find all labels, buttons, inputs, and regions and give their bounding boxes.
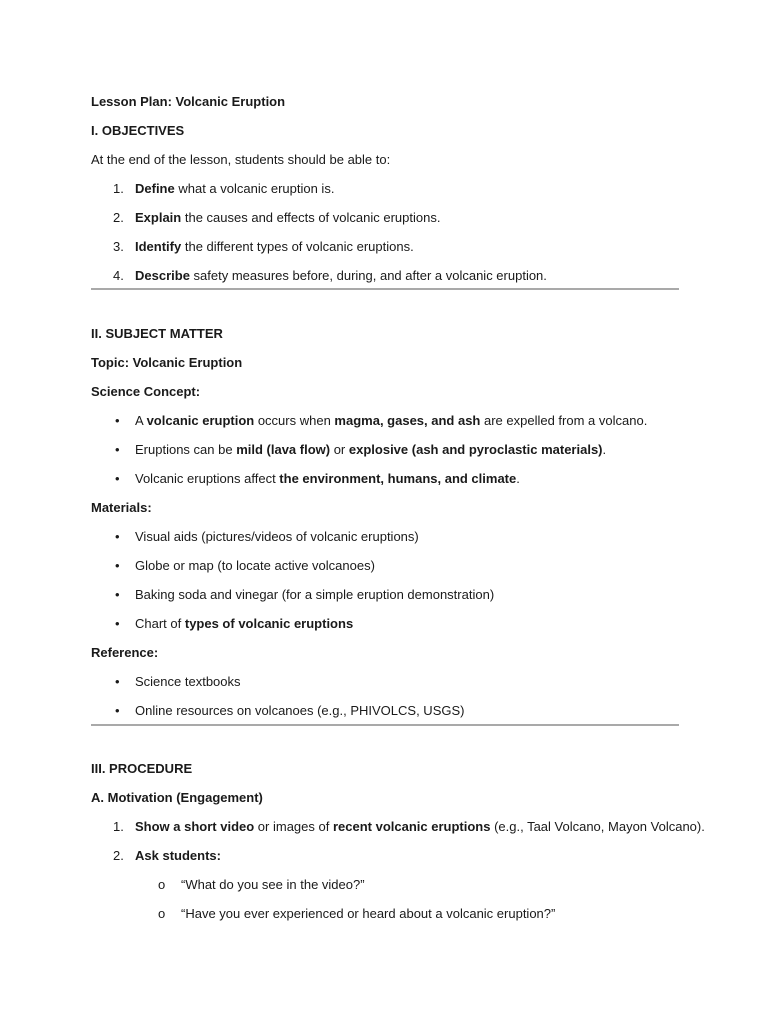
question-item: o “Have you ever experienced or heard about a volcanic eruption?”: [158, 906, 556, 921]
subject-matter-heading: II. SUBJECT MATTER: [91, 326, 223, 341]
bullet-icon: •: [115, 587, 120, 602]
sub-bullet-icon: o: [158, 906, 166, 921]
reference-label: Reference:: [91, 645, 159, 660]
material-bullet: • Chart of types of volcanic eruptions: [115, 616, 354, 631]
bullet-icon: •: [115, 471, 120, 486]
material-bullet: • Baking soda and vinegar (for a simple eruption demonstration): [115, 587, 495, 602]
motivation-label: A. Motivation (Engagement): [91, 790, 263, 805]
objective-item: 4. Describe safety measures before, during, and after a volcanic eruption.: [113, 268, 547, 283]
list-number: 4.: [113, 268, 124, 283]
document-title: Lesson Plan: Volcanic Eruption: [91, 94, 286, 109]
bullet-icon: •: [115, 616, 120, 631]
objective-item: 1. Define what a volcanic eruption is.: [113, 181, 335, 196]
reference-bullet: • Online resources on volcanoes (e.g., PHIVOLCS, USGS): [115, 703, 465, 718]
list-number: 3.: [113, 239, 124, 254]
bullet-icon: •: [115, 529, 120, 544]
question-item: o “What do you see in the video?”: [158, 877, 365, 892]
objective-item: 2. Explain the causes and effects of volcanic eruptions.: [113, 210, 441, 225]
procedure-step: 2. Ask students:: [113, 848, 221, 863]
reference-bullet: • Science textbooks: [115, 674, 241, 689]
concept-bullet: • Eruptions can be mild (lava flow) or explosive (ash and pyroclastic materials).: [115, 442, 607, 457]
procedure-heading: III. PROCEDURE: [91, 761, 193, 776]
list-number: 1.: [113, 181, 124, 196]
procedure-step: 1. Show a short video or images of recent volcanic eruptions (e.g., Taal Volcano, Mayon Volcano).: [113, 819, 705, 834]
bullet-icon: •: [115, 674, 120, 689]
list-number: 2.: [113, 210, 124, 225]
material-bullet: • Globe or map (to locate active volcanoes): [115, 558, 375, 573]
concept-bullet: • Volcanic eruptions affect the environment, humans, and climate.: [115, 471, 520, 486]
bullet-icon: •: [115, 442, 120, 457]
sub-bullet-icon: o: [158, 877, 166, 892]
bullet-icon: •: [115, 413, 120, 428]
bullet-icon: •: [115, 558, 120, 573]
objective-item: 3. Identify the different types of volcanic eruptions.: [113, 239, 414, 254]
science-concept-label: Science Concept:: [91, 384, 201, 399]
materials-label: Materials:: [91, 500, 152, 515]
document-page: [91, 93, 705, 934]
bullet-icon: •: [115, 703, 120, 718]
material-bullet: • Visual aids (pictures/videos of volcanic eruptions): [115, 529, 419, 544]
list-number: 2.: [113, 848, 124, 863]
objectives-heading: I. OBJECTIVES: [91, 123, 185, 138]
list-number: 1.: [113, 819, 124, 834]
topic-line: Topic: Volcanic Eruption: [91, 355, 243, 370]
objectives-intro: At the end of the lesson, students should be able to:: [91, 152, 391, 167]
concept-bullet: • A volcanic eruption occurs when magma, gases, and ash are expelled from a volcano.: [115, 413, 648, 428]
